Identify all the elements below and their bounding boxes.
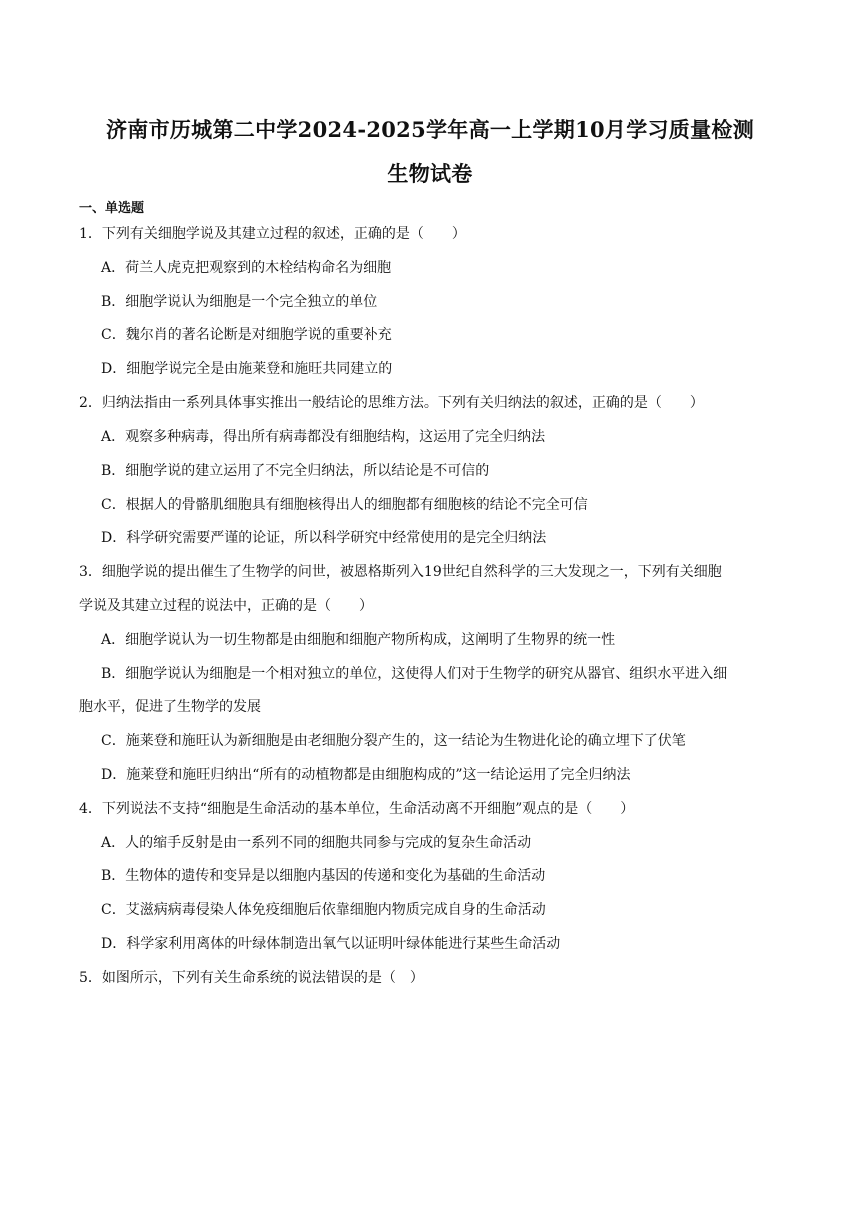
question-3-option-b: B．细胞学说认为细胞是一个相对独立的单位，这使得人们对于生物学的研究从器官、组织水平进入细 [101, 666, 728, 682]
question-3-stem-line1: 3．细胞学说的提出催生了生物学的问世，被恩格斯列入19世纪自然科学的三大发现之一，下列有关细胞 [79, 564, 722, 580]
question-2-stem: 2．归纳法指由一系列具体事实推出一般结论的思维方法。下列有关归纳法的叙述，正确的是（ ） [79, 395, 704, 411]
question-2-option-b: B．细胞学说的建立运用了不完全归纳法，所以结论是不可信的 [101, 463, 490, 479]
document-subtitle: 生物试卷 [387, 161, 473, 186]
question-5-stem: 5．如图所示，下列有关生命系统的说法错误的是（ ） [79, 970, 424, 986]
question-4-option-a: A．人的缩手反射是由一系列不同的细胞共同参与完成的复杂生命活动 [101, 835, 532, 851]
question-2-option-a: A．观察多种病毒，得出所有病毒都没有细胞结构，这运用了完全归纳法 [101, 429, 546, 445]
question-2-option-d: D．科学研究需要严谨的论证，所以科学研究中经常使用的是完全归纳法 [101, 530, 547, 546]
question-3-option-d: D．施莱登和施旺归纳出“所有的动植物都是由细胞构成的”这一结论运用了完全归纳法 [101, 767, 631, 783]
question-4-option-d: D．科学家利用离体的叶绿体制造出氧气以证明叶绿体能进行某些生命活动 [101, 936, 561, 952]
section-heading: 一、单选题 [79, 201, 145, 216]
question-3-option-b-continuation: 胞水平，促进了生物学的发展 [79, 699, 261, 715]
question-3-option-a: A．细胞学说认为一切生物都是由细胞和细胞产物所构成，这阐明了生物界的统一性 [101, 632, 616, 648]
question-1-stem: 1．下列有关细胞学说及其建立过程的叙述，正确的是（ ） [79, 226, 466, 242]
question-1-option-c: C．魏尔肖的著名论断是对细胞学说的重要补充 [101, 327, 392, 343]
question-1-option-d: D．细胞学说完全是由施莱登和施旺共同建立的 [101, 361, 393, 377]
question-1-option-a: A．荷兰人虎克把观察到的木栓结构命名为细胞 [101, 260, 392, 276]
question-3-option-c: C．施莱登和施旺认为新细胞是由老细胞分裂产生的，这一结论为生物进化论的确立埋下了伏笔 [101, 733, 686, 749]
question-1-option-b: B．细胞学说认为细胞是一个完全独立的单位 [101, 294, 378, 310]
document-title: 济南市历城第二中学2024-2025学年高一上学期10月学习质量检测 [105, 117, 755, 142]
question-3-stem-line2: 学说及其建立过程的说法中，正确的是（ ） [79, 598, 373, 614]
question-4-stem: 4．下列说法不支持“细胞是生命活动的基本单位，生命活动离不开细胞”观点的是（ ） [79, 801, 635, 817]
question-4-option-b: B．生物体的遗传和变异是以细胞内基因的传递和变化为基础的生命活动 [101, 868, 546, 884]
question-2-option-c: C．根据人的骨骼肌细胞具有细胞核得出人的细胞都有细胞核的结论不完全可信 [101, 497, 588, 513]
question-4-option-c: C．艾滋病病毒侵染人体免疫细胞后依靠细胞内物质完成自身的生命活动 [101, 902, 546, 918]
